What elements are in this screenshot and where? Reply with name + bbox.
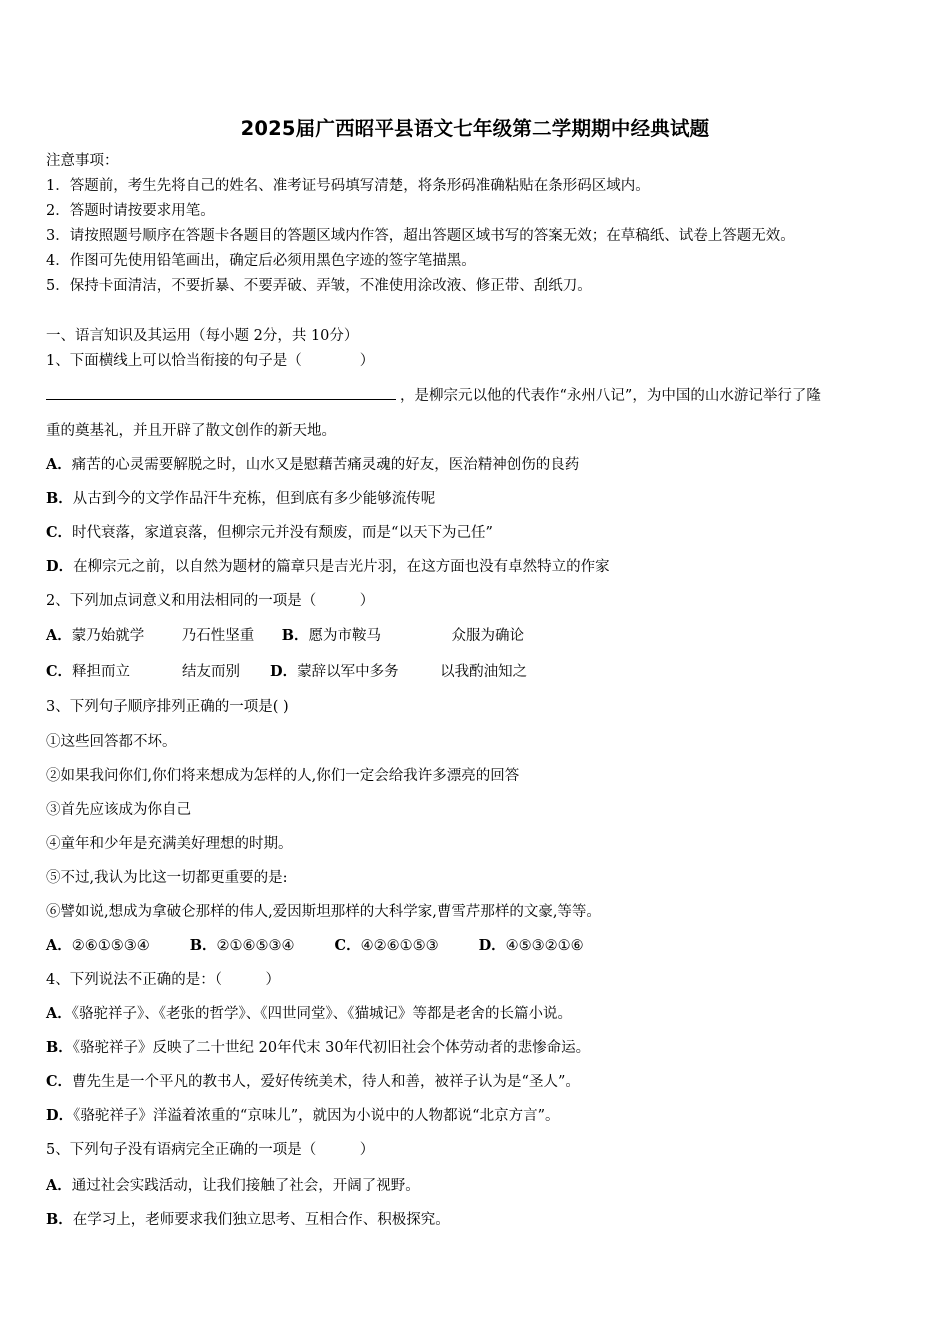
option-text: 《骆驼祥子》洋溢着浓重的“京味儿”，就因为小说中的人物都说“北京方言”。 <box>73 1108 560 1124</box>
question-4-option-a <box>46 1004 572 1024</box>
option-letter: C． <box>46 1073 73 1090</box>
notice-item: 2．答题时请按要求用笔。 <box>46 203 215 219</box>
question-3-sentence: ③首先应该成为你自己 <box>46 802 191 818</box>
option-letter: D． <box>46 558 74 575</box>
option-letter: A． <box>46 937 72 954</box>
question-5-option-a <box>46 1176 420 1196</box>
option-b-word2: 众服为确论 <box>451 628 525 644</box>
question-1-option-b <box>46 489 435 509</box>
option-letter: B． <box>46 490 73 507</box>
question-1-option-d <box>46 557 610 577</box>
section-heading: 一、语言知识及其运用（每小题 2分，共 10分） <box>46 328 359 344</box>
option-text: 时代衰落，家道哀落，但柳宗元并没有颓废，而是“以天下为己任” <box>72 525 493 541</box>
question-3-stem: 3、下列句子顺序排列正确的一项是( ) <box>46 699 289 715</box>
option-text: 在柳宗元之前，以自然为题材的篇章只是吉光片羽，在这方面也没有卓然特立的作家 <box>73 559 610 575</box>
question-3-options <box>46 936 584 956</box>
answer-blank <box>46 385 396 400</box>
question-3-sentence: ④童年和少年是充满美好理想的时期。 <box>46 836 293 852</box>
option-letter: A． <box>46 456 72 473</box>
question-2-row-ab <box>46 626 524 646</box>
option-text: ②①⑥⑤③④ <box>216 938 295 954</box>
question-4-option-c <box>46 1072 580 1092</box>
option-a-word2: 乃石性坚重 <box>181 628 255 644</box>
question-1-line1-text: ，是柳宗元以他的代表作“永州八记”，为中国的山水游记举行了隆 <box>400 388 821 404</box>
notice-item: 5．保持卡面清洁，不要折暴、不要弄破、弄皱，不准使用涂改液、修正带、刮纸刀。 <box>46 278 592 294</box>
option-text: 曹先生是一个平凡的教书人，爱好传统美术，待人和善，被祥子认为是“圣人”。 <box>72 1074 580 1090</box>
option-c-word1: 释担而立 <box>72 664 131 680</box>
option-letter: B． <box>281 627 309 644</box>
option-letter: C． <box>46 663 73 680</box>
option-text: ④②⑥①⑤③ <box>360 938 439 954</box>
option-letter: B． <box>189 937 217 954</box>
question-5-option-b <box>46 1210 450 1230</box>
question-4-stem: 4、下列说法不正确的是：（ ） <box>46 972 280 988</box>
option-letter: D． <box>478 937 506 954</box>
notice-heading: 注意事项： <box>46 153 119 169</box>
option-letter: B． <box>46 1039 73 1056</box>
question-3-sentence: ②如果我问你们,你们将来想成为怎样的人,你们一定会给我许多漂亮的回答 <box>46 768 520 784</box>
notice-item: 4．作图可先使用铅笔画出，确定后必须用黑色字迹的签字笔描黑。 <box>46 253 476 269</box>
question-3-sentence: ①这些回答都不坏。 <box>46 734 177 750</box>
option-text: 《骆驼祥子》反映了二十世纪 20年代末 30年代初旧社会个体劳动者的悲惨命运。 <box>72 1040 591 1056</box>
option-text: 痛苦的心灵需要解脱之时，山水又是慰藉苦痛灵魂的好友，医治精神创伤的良药 <box>71 457 580 473</box>
question-1-option-a <box>46 455 579 475</box>
option-letter: A． <box>46 627 72 644</box>
question-1-line2: 重的奠基礼，并且开辟了散文创作的新天地。 <box>46 423 336 439</box>
option-d-word1: 蒙辞以军中多务 <box>297 664 399 680</box>
option-letter: A． <box>46 1177 72 1194</box>
option-a-word1: 蒙乃始就学 <box>71 628 145 644</box>
question-1-option-c <box>46 523 493 543</box>
option-text: ②⑥①⑤③④ <box>71 938 150 954</box>
option-d-word2: 以我酌油知之 <box>440 664 528 680</box>
question-4-option-d <box>46 1106 559 1126</box>
option-text: 《骆驼祥子》、《老张的哲学》、《四世同堂》、《猫城记》等都是老舍的长篇小说。 <box>71 1006 573 1022</box>
option-letter: C． <box>46 524 73 541</box>
question-1-line1 <box>46 385 821 406</box>
option-letter: D． <box>270 663 298 680</box>
question-4-option-b <box>46 1038 590 1058</box>
question-2-row-cd <box>46 662 527 682</box>
option-letter: A． <box>46 1005 72 1022</box>
option-text: 在学习上，老师要求我们独立思考、互相合作、积极探究。 <box>72 1212 450 1228</box>
option-b-word1: 愿为市鞍马 <box>308 628 382 644</box>
question-5-stem: 5、下列句子没有语病完全正确的一项是（ ） <box>46 1142 375 1158</box>
option-text: 从古到今的文学作品汗牛充栋，但到底有多少能够流传呢 <box>72 491 436 507</box>
question-3-sentence: ⑤不过,我认为比这一切都更重要的是: <box>46 870 288 886</box>
option-letter: B． <box>46 1211 73 1228</box>
option-text: ④⑤③②①⑥ <box>505 938 584 954</box>
question-1-stem: 1、下面横线上可以恰当衔接的句子是（ ） <box>46 353 375 369</box>
option-letter: C． <box>334 937 361 954</box>
option-text: 通过社会实践活动，让我们接触了社会，开阔了视野。 <box>71 1178 420 1194</box>
notice-item: 3．请按照题号顺序在答题卡各题目的答题区域内作答，超出答题区域书写的答案无效；在草稿纸、试卷上答题无效。 <box>46 228 795 244</box>
question-3-sentence: ⑥譬如说,想成为拿破仑那样的伟人,爱因斯坦那样的大科学家,曹雪芹那样的文豪,等等。 <box>46 904 601 920</box>
page-title: 2025届广西昭平县语文七年级第二学期期中经典试题 <box>240 117 710 140</box>
question-2-stem: 2、下列加点词意义和用法相同的一项是（ ） <box>46 593 375 609</box>
option-c-word2: 结友而别 <box>182 664 241 680</box>
notice-item: 1．答题前，考生先将自己的姓名、准考证号码填写清楚，将条形码准确粘贴在条形码区域内。 <box>46 178 650 194</box>
option-letter: D． <box>46 1107 74 1124</box>
